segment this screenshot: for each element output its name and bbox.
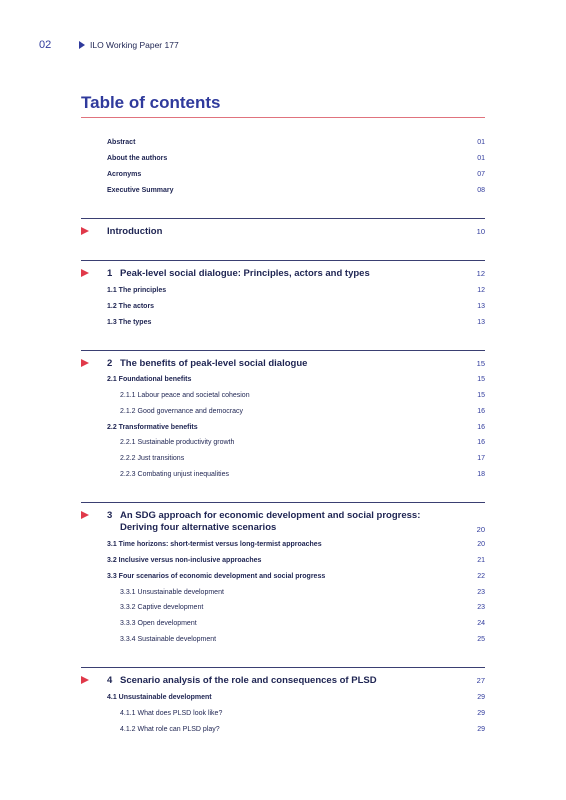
toc-entry[interactable] xyxy=(81,572,485,582)
toc-entry[interactable] xyxy=(81,154,485,164)
toc-entry-label: 1.3 The types xyxy=(107,319,152,326)
toc-entry-label: 1.1 The principles xyxy=(107,287,167,294)
toc-entry-page: 23 xyxy=(477,589,485,596)
page-header xyxy=(39,38,179,52)
toc-entry-label: 3.2 Inclusive versus non-inclusive approaches xyxy=(107,557,262,564)
toc-entry-page: 23 xyxy=(477,604,485,611)
toc-entry-page: 24 xyxy=(477,620,485,627)
triangle-icon xyxy=(79,41,85,49)
toc-entry-label: Acronyms xyxy=(107,171,142,178)
toc-chapter[interactable] xyxy=(81,358,485,370)
section-divider xyxy=(81,260,485,261)
publication-title: ILO Working Paper 177 xyxy=(90,40,179,50)
toc-entry-label: An SDG approach for economic development and social progress: Deriving four alternative scenarios xyxy=(120,510,421,533)
toc-entry[interactable] xyxy=(81,407,485,417)
toc-entry[interactable] xyxy=(81,619,485,629)
page-number: 02 xyxy=(39,39,52,51)
toc-entry-page: 21 xyxy=(477,557,485,564)
section-divider xyxy=(81,350,485,351)
arrow-right-icon xyxy=(81,227,89,235)
toc-entry[interactable] xyxy=(81,635,485,645)
toc-entry-page: 17 xyxy=(477,455,485,462)
toc-entry[interactable] xyxy=(81,138,485,148)
arrow-right-icon xyxy=(81,511,89,519)
toc-entry[interactable] xyxy=(81,423,485,433)
toc-entry-label: 3.3.1 Unsustainable development xyxy=(120,589,224,596)
toc-entry[interactable] xyxy=(81,438,485,448)
toc-entry-page: 12 xyxy=(476,269,485,278)
toc-entry[interactable] xyxy=(81,540,485,550)
section-divider xyxy=(81,218,485,219)
toc-entry-label: 3.3.4 Sustainable development xyxy=(120,636,217,643)
toc-entry[interactable] xyxy=(81,170,485,180)
toc-entry-page: 29 xyxy=(477,726,485,733)
toc-entry[interactable] xyxy=(81,693,485,703)
toc-entry-label: 2.1 Foundational benefits xyxy=(107,376,192,383)
toc-chapter[interactable] xyxy=(81,268,485,280)
toc-entry-label: About the authors xyxy=(107,155,168,162)
toc-entry-label: 2.2.1 Sustainable productivity growth xyxy=(120,439,235,446)
toc-entry-label: 2.2.2 Just transitions xyxy=(120,455,185,462)
toc-entry-page: 20 xyxy=(476,525,485,534)
toc-entry-label: Scenario analysis of the role and consequences of PLSD xyxy=(120,675,377,686)
toc-entry-label: 3.3 Four scenarios of economic development and social progress xyxy=(107,573,326,580)
toc-entry-page: 13 xyxy=(477,319,485,326)
toc-entry-page: 15 xyxy=(477,376,485,383)
toc-entry[interactable] xyxy=(81,603,485,613)
toc-entry-page: 10 xyxy=(476,227,485,236)
toc-entry-page: 16 xyxy=(477,439,485,446)
toc-entry-page: 15 xyxy=(477,392,485,399)
toc-entry-page: 20 xyxy=(477,541,485,548)
toc-entry[interactable] xyxy=(81,286,485,296)
toc-entry-page: 01 xyxy=(477,155,485,162)
toc-introduction[interactable] xyxy=(81,226,485,238)
toc-entry-page: 12 xyxy=(477,287,485,294)
toc-entry-label: 2.1.1 Labour peace and societal cohesion xyxy=(120,392,250,399)
toc-entry-page: 01 xyxy=(477,139,485,146)
toc-entry[interactable] xyxy=(81,454,485,464)
toc-entry-label: 4.1.1 What does PLSD look like? xyxy=(120,710,223,717)
toc-entry-label: Abstract xyxy=(107,139,136,146)
toc-entry[interactable] xyxy=(81,375,485,385)
toc-entry-label: 4.1 Unsustainable development xyxy=(107,694,212,701)
arrow-right-icon xyxy=(81,269,89,277)
toc-entry-page: 13 xyxy=(477,303,485,310)
toc-entry-page: 29 xyxy=(477,694,485,701)
toc-entry-label: 2.2 Transformative benefits xyxy=(107,424,198,431)
toc-entry-label: 4.1.2 What role can PLSD play? xyxy=(120,726,220,733)
toc-entry-page: 25 xyxy=(477,636,485,643)
toc-entry-label: 3.1 Time horizons: short-termist versus long-termist approaches xyxy=(107,541,322,548)
toc-entry-label: 1.2 The actors xyxy=(107,303,155,310)
toc-entry-label: 2.2.3 Combating unjust inequalities xyxy=(120,471,229,478)
toc-entry-page: 29 xyxy=(477,710,485,717)
toc-entry[interactable] xyxy=(81,302,485,312)
arrow-right-icon xyxy=(81,359,89,367)
section-divider xyxy=(81,502,485,503)
title-divider xyxy=(81,117,485,118)
chapter-number: 3 xyxy=(107,510,113,521)
toc-entry[interactable] xyxy=(81,470,485,480)
toc-entry[interactable] xyxy=(81,391,485,401)
toc-entry[interactable] xyxy=(81,725,485,735)
toc-entry-page: 22 xyxy=(477,573,485,580)
toc-entry-page: 18 xyxy=(477,471,485,478)
toc-entry-label: Executive Summary xyxy=(107,187,174,194)
section-divider xyxy=(81,667,485,668)
toc-chapter[interactable] xyxy=(81,510,485,536)
toc-entry[interactable] xyxy=(81,709,485,719)
toc-entry-label: Peak-level social dialogue: Principles, actors and types xyxy=(120,268,370,279)
toc-entry-page: 27 xyxy=(476,676,485,685)
toc-entry-page: 08 xyxy=(477,187,485,194)
chapter-number: 1 xyxy=(107,268,113,279)
page-title: Table of contents xyxy=(81,93,221,112)
toc-entry-page: 16 xyxy=(477,424,485,431)
toc-entry-label: The benefits of peak-level social dialogue xyxy=(120,358,308,369)
toc-entry-label: Introduction xyxy=(107,226,163,237)
chapter-number: 2 xyxy=(107,358,113,369)
toc-entry-page: 16 xyxy=(477,408,485,415)
chapter-number: 4 xyxy=(107,675,113,686)
toc-entry-label: 3.3.2 Captive development xyxy=(120,604,204,611)
toc-entry[interactable] xyxy=(81,186,485,196)
toc-entry[interactable] xyxy=(81,556,485,566)
arrow-right-icon xyxy=(81,676,89,684)
toc-entry-page: 15 xyxy=(476,359,485,368)
toc-chapter[interactable] xyxy=(81,675,485,687)
toc-entry-page: 07 xyxy=(477,171,485,178)
toc-entry-label: 2.1.2 Good governance and democracy xyxy=(120,408,243,415)
toc-entry[interactable] xyxy=(81,318,485,328)
toc-entry-label: 3.3.3 Open development xyxy=(120,620,197,627)
toc-entry[interactable] xyxy=(81,588,485,598)
